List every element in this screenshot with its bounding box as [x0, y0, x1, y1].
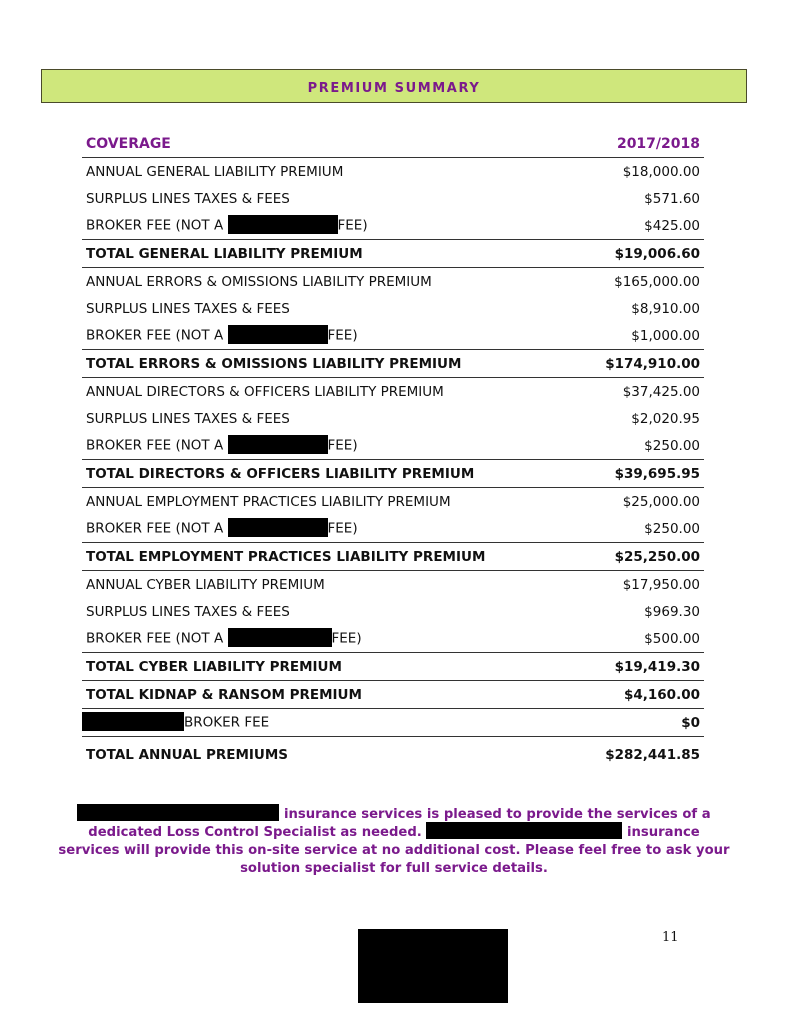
redaction-block	[358, 929, 508, 1003]
paragraph-part-1: insurance services is pleased to provide the services of a dedicated Loss Control Specialist as needed.	[88, 807, 711, 840]
row-amount: $4,160.00	[579, 681, 704, 709]
row-label: TOTAL CYBER LIABILITY PREMIUM	[82, 653, 579, 681]
row-amount: $18,000.00	[622, 163, 700, 180]
redaction-box	[77, 804, 279, 821]
row-amount: $17,950.00	[622, 576, 700, 593]
row-label	[82, 212, 579, 240]
total-row	[82, 460, 704, 488]
loss-control-paragraph	[56, 806, 732, 878]
broker-fee-label-start: BROKER FEE (NOT A	[86, 327, 228, 344]
table-row	[82, 598, 704, 625]
paragraph-part-2: insurance services will provide this on-site service at no additional cost. Please feel free to ask your solution specialist for full service details.	[58, 825, 730, 876]
row-label	[82, 515, 579, 543]
redaction-box	[228, 325, 328, 344]
row-amount: $250.00	[644, 437, 700, 454]
row-label: SURPLUS LINES TAXES & FEES	[86, 603, 290, 620]
grand-total-row	[82, 737, 704, 774]
row-label: SURPLUS LINES TAXES & FEES	[86, 190, 290, 207]
premium-summary-banner	[41, 69, 747, 103]
row-amount: $969.30	[644, 603, 700, 620]
row-label: TOTAL DIRECTORS & OFFICERS LIABILITY PREMIUM	[82, 460, 579, 488]
table-row	[82, 571, 704, 599]
total-row	[82, 240, 704, 268]
row-label: TOTAL GENERAL LIABILITY PREMIUM	[82, 240, 579, 268]
row-amount: $500.00	[644, 630, 700, 647]
redaction-box	[82, 712, 184, 731]
total-row	[82, 543, 704, 571]
broker-fee-label-end: FEE)	[327, 327, 358, 344]
row-amount: $19,006.60	[579, 240, 704, 268]
broker-fee-label-end: FEE)	[331, 630, 362, 647]
coverage-header: COVERAGE	[82, 130, 579, 158]
redaction-box	[426, 822, 622, 839]
table-row	[82, 515, 704, 543]
row-amount: $25,000.00	[622, 493, 700, 510]
redaction-box	[228, 628, 332, 647]
row-label: ANNUAL ERRORS & OMISSIONS LIABILITY PREMIUM	[86, 273, 432, 290]
row-label: ANNUAL DIRECTORS & OFFICERS LIABILITY PREMIUM	[86, 383, 444, 400]
row-amount: $39,695.95	[579, 460, 704, 488]
row-amount: $25,250.00	[579, 543, 704, 571]
row-amount: $165,000.00	[614, 273, 700, 290]
row-amount: $174,910.00	[579, 350, 704, 378]
broker-fee-label-end: FEE)	[327, 437, 358, 454]
row-label: TOTAL ERRORS & OMISSIONS LIABILITY PREMIUM	[82, 350, 579, 378]
table-row	[82, 488, 704, 516]
row-label: TOTAL EMPLOYMENT PRACTICES LIABILITY PREMIUM	[82, 543, 579, 571]
table-row	[82, 295, 704, 322]
premium-table	[82, 130, 704, 773]
row-amount: $37,425.00	[622, 383, 700, 400]
broker-fee-label-end: FEE)	[327, 520, 358, 537]
total-row	[82, 350, 704, 378]
row-label	[82, 709, 579, 737]
redaction-box	[228, 518, 328, 537]
row-amount: $8,910.00	[631, 300, 700, 317]
table-row	[82, 158, 704, 186]
redaction-box	[228, 215, 338, 234]
table-row	[82, 432, 704, 460]
term-header: 2017/2018	[579, 130, 704, 158]
row-label: ANNUAL EMPLOYMENT PRACTICES LIABILITY PREMIUM	[86, 493, 451, 510]
premium-summary-title: PREMIUM SUMMARY	[307, 80, 481, 96]
page-number: 11	[662, 930, 679, 945]
row-label	[82, 625, 579, 653]
row-label: SURPLUS LINES TAXES & FEES	[86, 410, 290, 427]
table-row	[82, 268, 704, 296]
broker-fee-label-start: BROKER FEE (NOT A	[86, 630, 228, 647]
table-header-row	[82, 130, 704, 158]
broker-fee-label-start: BROKER FEE (NOT A	[86, 217, 228, 234]
table-row	[82, 378, 704, 406]
table-row	[82, 405, 704, 432]
row-amount: $250.00	[644, 520, 700, 537]
row-label	[82, 432, 579, 460]
total-row	[82, 653, 704, 681]
row-label: TOTAL KIDNAP & RANSOM PREMIUM	[82, 681, 579, 709]
broker-fee-label: BROKER FEE	[184, 714, 270, 731]
row-amount: $425.00	[644, 217, 700, 234]
row-label: TOTAL ANNUAL PREMIUMS	[86, 747, 289, 763]
row-label: ANNUAL GENERAL LIABILITY PREMIUM	[86, 163, 344, 180]
broker-fee-label-start: BROKER FEE (NOT A	[86, 437, 228, 454]
row-label: ANNUAL CYBER LIABILITY PREMIUM	[86, 576, 325, 593]
table-row	[82, 212, 704, 240]
row-amount: $282,441.85	[605, 747, 700, 763]
total-row	[82, 681, 704, 709]
row-amount: $1,000.00	[631, 327, 700, 344]
row-amount: $19,419.30	[579, 653, 704, 681]
broker-fee-label-end: FEE)	[337, 217, 368, 234]
redaction-box	[228, 435, 328, 454]
row-label: SURPLUS LINES TAXES & FEES	[86, 300, 290, 317]
broker-fee-label-start: BROKER FEE (NOT A	[86, 520, 228, 537]
table-row	[82, 625, 704, 653]
table-row	[82, 185, 704, 212]
table-row	[82, 709, 704, 737]
row-amount: $571.60	[644, 190, 700, 207]
row-amount: $0	[579, 709, 704, 737]
table-row	[82, 322, 704, 350]
row-label	[82, 322, 579, 350]
row-amount: $2,020.95	[631, 410, 700, 427]
